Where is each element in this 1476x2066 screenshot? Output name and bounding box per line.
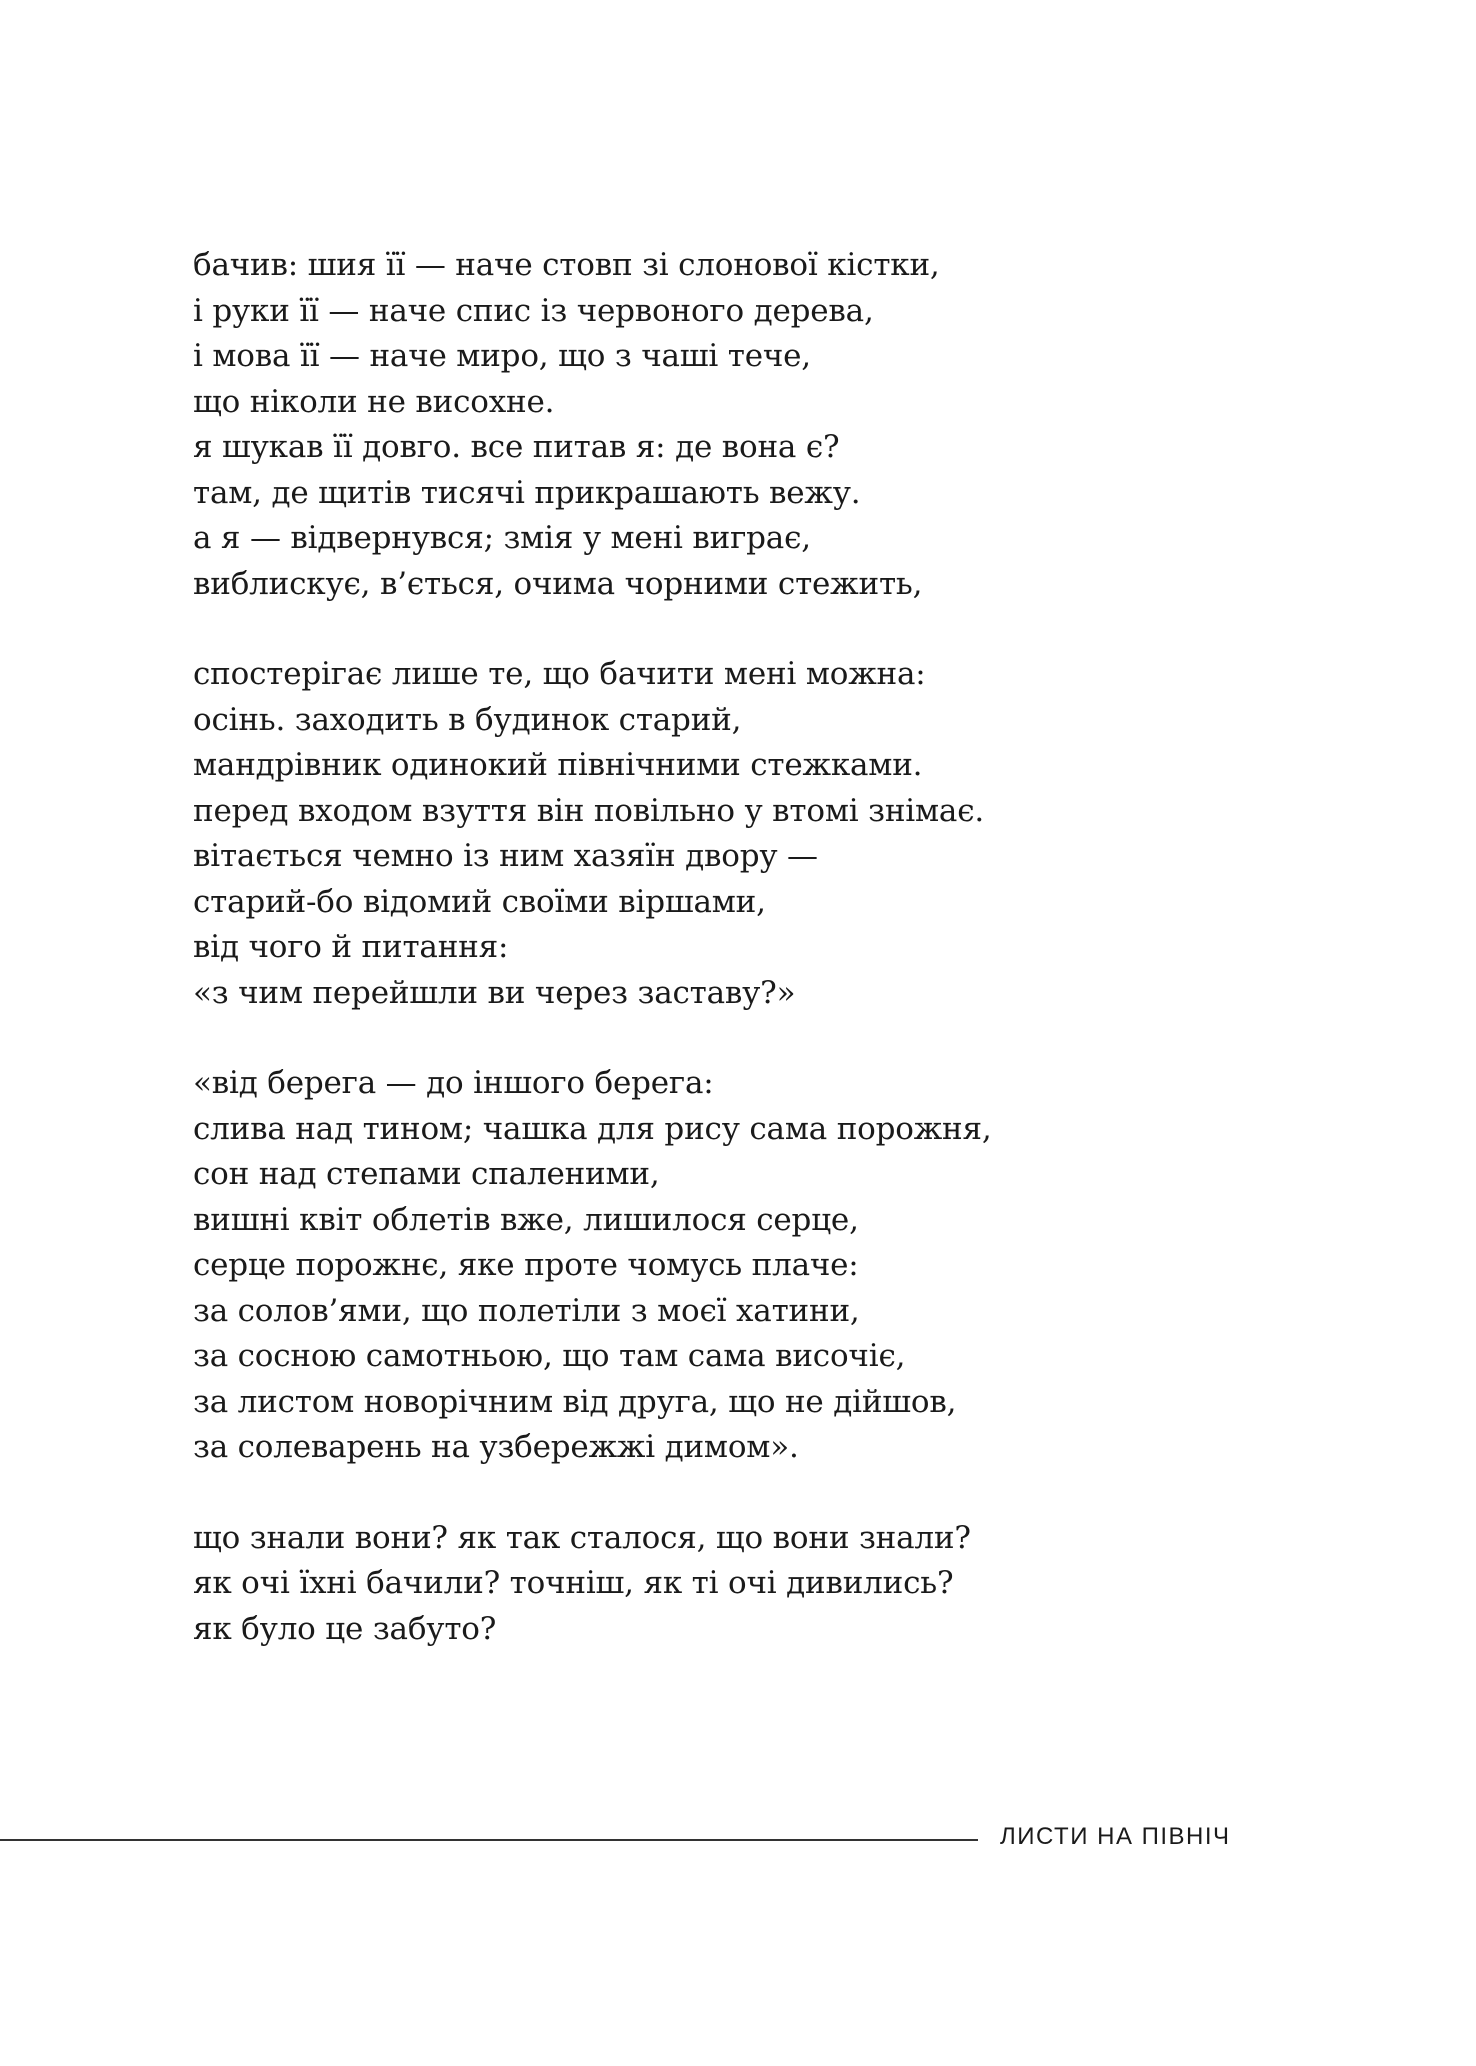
poem-line: вишні квіт облетів вже, лишилося серце, (193, 1201, 859, 1238)
poem-line: я шукав її довго. все питав я: де вона є? (193, 429, 840, 465)
poem-line: а я — відвернувся; змія у мені виграє, (193, 520, 811, 556)
poem-line: за солеварень на узбережжі димом». (193, 1429, 799, 1465)
poem-line: за листом новорічним від друга, що не дійшов, (193, 1383, 957, 1420)
poem-line: слива над тином; чашка для рису сама порожня, (193, 1110, 992, 1147)
poem-line: «з чим перейшли ви через заставу?» (193, 974, 796, 1011)
poem-line: серце порожнє, яке проте чомусь плаче: (193, 1247, 859, 1283)
running-footer-title: ЛИСТИ НА ПІВНІЧ (1000, 1823, 1231, 1850)
poem-line: сон над степами спаленими, (193, 1156, 660, 1192)
poem-line: спостерігає лише те, що бачити мені можна: (193, 656, 926, 692)
poem-line: там, де щитів тисячі прикрашають вежу. (193, 474, 861, 511)
poem-line: за сосною самотньою, що там сама височіє, (193, 1338, 906, 1374)
poem-line: що ніколи не висохне. (193, 383, 555, 420)
stanza (193, 652, 992, 1016)
stanza (193, 1061, 992, 1471)
poem-line: як очі їхні бачили? точніш, як ті очі дивились? (193, 1565, 954, 1601)
poem-line: мандрівник одинокий північними стежками. (193, 747, 923, 783)
poem-line: вітається чемно із ним хазяїн двору — (193, 838, 818, 874)
poem-line: і мова її — наче миро, що з чаші тече, (193, 338, 811, 374)
footer-divider (0, 1839, 978, 1841)
poem-body (193, 243, 992, 1697)
poem-line: за солов’ями, що полетіли з моєї хатини, (193, 1292, 860, 1329)
poem-line: бачив: шия її — наче стовп зі слонової кістки, (193, 247, 940, 283)
poem-line: і руки її — наче спис із червоного дерева, (193, 292, 874, 329)
poem-line: осінь. заходить в будинок старий, (193, 701, 742, 738)
poem-line: старий-бо відомий своїми віршами, (193, 883, 766, 920)
poem-line: як було це забуто? (193, 1610, 497, 1647)
poem-line: «від берега — до іншого берега: (193, 1065, 714, 1101)
poem-line: виблискує, в’ється, очима чорними стежить, (193, 565, 923, 602)
poem-line: що знали вони? як так сталося, що вони знали? (193, 1519, 971, 1556)
poem-line: від чого й питання: (193, 929, 509, 965)
stanza (193, 243, 992, 607)
poem-line: перед входом взуття він повільно у втомі знімає. (193, 792, 985, 829)
stanza (193, 1516, 992, 1653)
